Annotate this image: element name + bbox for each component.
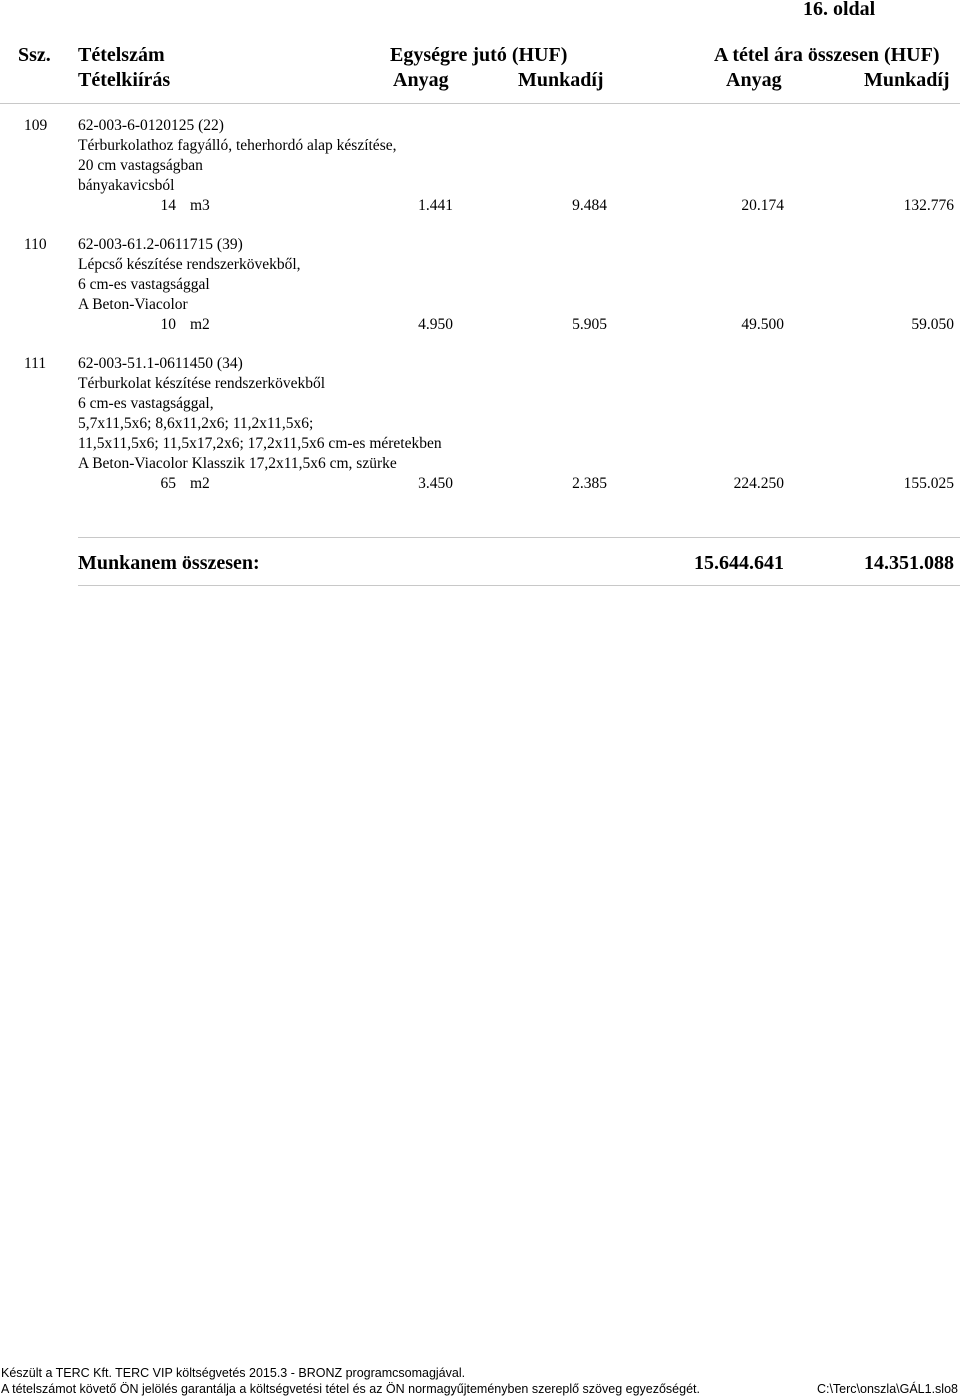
header-ssz: Ssz. bbox=[18, 44, 51, 66]
item-total-labor: 155.025 bbox=[903, 475, 954, 492]
item-ssz: 110 bbox=[24, 236, 47, 253]
item-desc-line: Térburkolathoz fagyálló, teherhordó alap készítése, bbox=[78, 137, 397, 154]
item-unit-labor: 9.484 bbox=[572, 197, 607, 214]
item-ssz: 111 bbox=[24, 355, 47, 372]
header-divider bbox=[0, 103, 960, 104]
item-total-material: 224.250 bbox=[733, 475, 784, 492]
item-desc-line: 20 cm vastagságban bbox=[78, 157, 203, 174]
header-tetelkiiras: Tételkiírás bbox=[78, 69, 171, 91]
item-unit: m2 bbox=[190, 316, 210, 333]
item-code: 62-003-51.1-0611450 (34) bbox=[78, 355, 243, 372]
summary-bottom-divider bbox=[78, 585, 960, 586]
item-desc-line: A Beton-Viacolor Klasszik 17,2x11,5x6 cm, szürke bbox=[78, 455, 397, 472]
item-desc-line: bányakavicsból bbox=[78, 177, 175, 194]
item-code: 62-003-61.2-0611715 (39) bbox=[78, 236, 243, 253]
item-qty: 65 bbox=[160, 475, 176, 492]
item-desc-line: 6 cm-es vastagsággal bbox=[78, 276, 210, 293]
item-unit-material: 1.441 bbox=[418, 197, 453, 214]
page-number: 16. oldal bbox=[803, 0, 876, 20]
item-total-labor: 132.776 bbox=[903, 197, 954, 214]
footer-credit: Készült a TERC Kft. TERC VIP költségvetés 2015.3 - BRONZ programcsomagjával. bbox=[1, 1366, 466, 1380]
item-code: 62-003-6-0120125 (22) bbox=[78, 117, 224, 134]
header-unit-anyag: Anyag bbox=[393, 69, 449, 91]
item-total-labor: 59.050 bbox=[911, 316, 954, 333]
item-unit-labor: 2.385 bbox=[572, 475, 607, 492]
item-unit: m2 bbox=[190, 475, 210, 492]
item-unit: m3 bbox=[190, 197, 210, 214]
item-desc-line: A Beton-Viacolor bbox=[78, 296, 188, 313]
header-total-anyag: Anyag bbox=[726, 69, 782, 91]
summary-material-total: 15.644.641 bbox=[694, 552, 784, 574]
item-unit-labor: 5.905 bbox=[572, 316, 607, 333]
header-total-munkadij: Munkadíj bbox=[864, 69, 950, 91]
item-total-material: 49.500 bbox=[741, 316, 784, 333]
item-unit-material: 4.950 bbox=[418, 316, 453, 333]
footer-file-path: C:\Terc\onszla\GÁL1.slo8 bbox=[816, 1382, 958, 1396]
header-total-group: A tétel ára összesen (HUF) bbox=[714, 44, 940, 66]
footer-guarantee: A tételszámot követő ÖN jelölés garantálja a költségvetési tétel és az ÖN normagyűjteményben szereplő szöveg egyezőségét. bbox=[1, 1382, 700, 1396]
item-desc-line: Lépcső készítése rendszerkövekből, bbox=[78, 256, 301, 273]
item-desc-line: Térburkolat készítése rendszerkövekből bbox=[78, 375, 326, 392]
item-unit-material: 3.450 bbox=[418, 475, 453, 492]
summary-label: Munkanem összesen: bbox=[78, 552, 260, 574]
header-unit-munkadij: Munkadíj bbox=[518, 69, 604, 91]
item-ssz: 109 bbox=[24, 117, 48, 134]
item-desc-line: 11,5x11,5x6; 11,5x17,2x6; 17,2x11,5x6 cm-es méretekben bbox=[78, 435, 442, 452]
summary-top-divider bbox=[78, 537, 960, 538]
item-qty: 14 bbox=[160, 197, 176, 214]
item-total-material: 20.174 bbox=[741, 197, 784, 214]
summary-labor-total: 14.351.088 bbox=[864, 552, 954, 574]
item-qty: 10 bbox=[160, 316, 176, 333]
header-unit-group: Egységre jutó (HUF) bbox=[390, 44, 568, 66]
header-tetelszam: Tételszám bbox=[78, 44, 165, 66]
item-desc-line: 6 cm-es vastagsággal, bbox=[78, 395, 214, 412]
item-desc-line: 5,7x11,5x6; 8,6x11,2x6; 11,2x11,5x6; bbox=[78, 415, 314, 432]
